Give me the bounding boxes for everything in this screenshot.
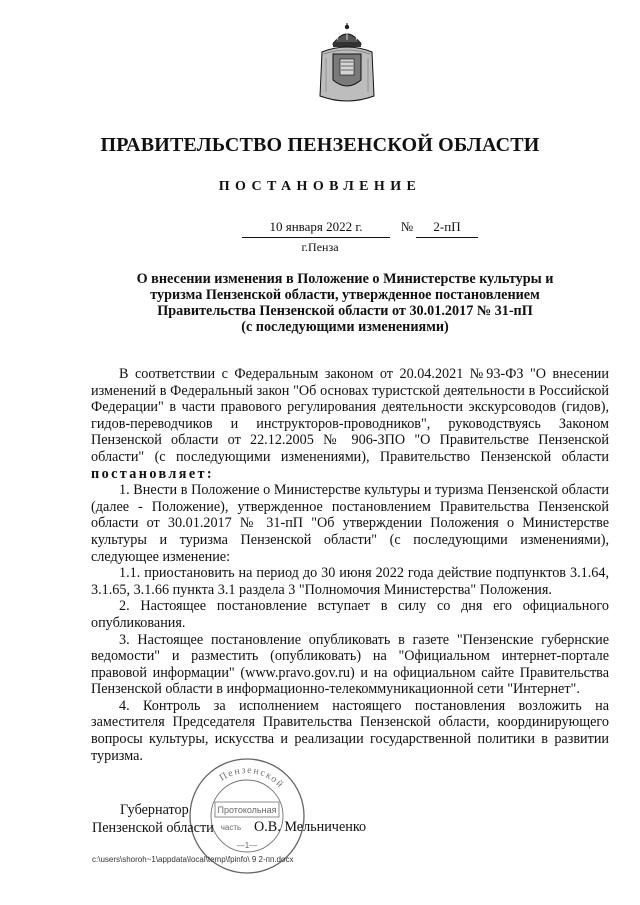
paragraph-4: 4. Контроль за исполнением настоящего постановления возложить на заместителя Председателя Правительства Пензенской области, координирующего вопросы культуры, искусства и реализации государственной политики в развитии туризма.	[91, 697, 609, 764]
number-sign: №	[400, 219, 414, 234]
file-path: c:\users\shoroh~1\appdata\local\temp\fpinfo\ 9 2-пп.docx	[92, 855, 294, 864]
subject-line: О внесении изменения в Положение о Министерстве культуры и	[136, 271, 554, 287]
subject-line: Правительства Пензенской области от 30.01.2017 № 31-пП	[157, 303, 533, 319]
intro-text: В соответствии с Федеральным законом от 20.04.2021 №93-ФЗ "О внесении изменений в Федеральный закон "Об основах туристской деятельности в Российской Федерации" в части правового регулирования деятельности экскурсоводов (гидов), гидов-переводчиков и инструкторов-проводников", руководствуясь Законом Пензенской области от 22.12.2005 № 906-ЗПО "О Правительстве Пензенской области" (с последующими изменениями), Правительство Пензенской области	[91, 366, 609, 465]
government-title: ПРАВИТЕЛЬСТВО ПЕНЗЕНСКОЙ ОБЛАСТИ	[100, 134, 540, 156]
stamp-ring-text: Пензенской	[217, 764, 287, 791]
document-subject	[110, 271, 580, 335]
document-date: 10 января 2022 г.	[242, 219, 390, 238]
document-number: 2-пП	[416, 219, 478, 238]
position-line-1: Губернатор	[120, 802, 189, 818]
stamp-line-3: —1—	[236, 841, 258, 850]
position-line-2: Пензенской области	[92, 820, 214, 836]
decree-word: постановляет:	[91, 465, 215, 482]
subject-line: туризма Пензенской области, утвержденное постановлением	[150, 287, 540, 303]
paragraph-1-1: 1.1. приостановить на период до 30 июня 2022 года действие подпунктов 3.1.64, 3.1.65, 3.1.66 пункта 3.1 раздела 3 "Полномочия Министерства" Положения.	[91, 565, 609, 598]
paragraph-1: 1. Внести в Положение о Министерстве культуры и туризма Пензенской области (далее - Положение), утвержденное постановлением Правительства Пензенской области от 30.01.2017 № 31-пП "Об утверждении Положения о Министерстве культуры и туризма Пензенской области" (с последующими изменениями), следующее изменение:	[91, 482, 609, 565]
signatory-position	[92, 801, 214, 837]
document-body	[91, 366, 609, 764]
document-type: ПОСТАНОВЛЕНИЕ	[218, 179, 422, 194]
paragraph-2: 2. Настоящее постановление вступает в силу со дня его официального опубликования.	[91, 598, 609, 631]
intro-paragraph	[91, 366, 609, 482]
city-label: г.Пенза	[301, 240, 339, 254]
coat-of-arms-emblem	[316, 22, 378, 106]
stamp-line-2: часть	[220, 823, 242, 832]
subject-line: (с последующими изменениями)	[241, 319, 449, 335]
paragraph-3: 3. Настоящее постановление опубликовать в газете "Пензенские губернские ведомости" и разместить (опубликовать) на "Официальном интернет-портале правовой информации" (www.pravo.gov.ru) и на официальном сайте Правительства Пензенской области в информационно-телекоммуникационной сети "Интернет".	[91, 631, 609, 698]
signatory-name: О.В. Мельниченко	[254, 819, 367, 835]
svg-text:Пензенской	[218, 765, 287, 791]
stamp-line-1: Протокольная	[217, 805, 277, 815]
